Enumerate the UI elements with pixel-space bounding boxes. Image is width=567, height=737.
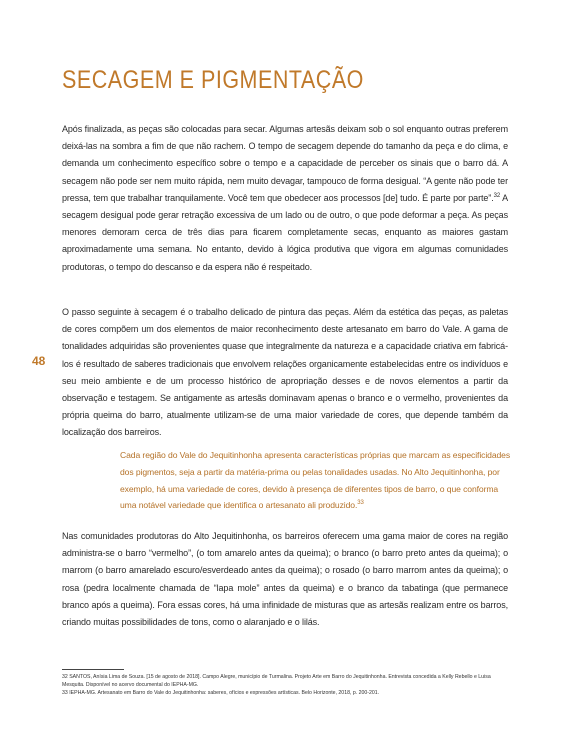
- block-quote: [120, 447, 512, 514]
- paragraph-drying-continuation: A secagem desigual pode gerar retração excessiva de um lado ou de outro, o que pode deformar a peça. As peças menores demoram cerca de três dias para ficarem completamente secas, enquanto as maiores gastam aproximadamente uma semana. No entanto, devido à lógica produtiva que vigora em algumas comunidades produtoras, o tempo do descanso e da espera não é respeitado.: [62, 192, 508, 272]
- page-title: SECAGEM E PIGMENTAÇÃO: [62, 66, 364, 94]
- page-number: 48: [32, 354, 46, 368]
- paragraph-drying: [62, 121, 508, 276]
- footnotes: [62, 673, 502, 697]
- paragraph-colors: Nas comunidades produtoras do Alto Jequitinhonha, os barreiros oferecem uma gama maior de cores na região administra-se o barro “vermelho”, (o tom amarelo antes da queima); o branco (o barro preto antes da queima); o marrom (o barro amarelado escuro/esverdeado antes da queima); o rosado (o barro marrom antes da queima); o rosa (pedra localmente chamada de “lapa mole” antes da queima) e o branco da tabatinga (que permanece branco após a queima). Fora essas cores, há uma infinidade de misturas que as artesãs realizam entre os barros, criando muitas possibilidades de tons, como o alaranjado e o lilás.: [62, 531, 508, 628]
- footnote-divider: [62, 669, 124, 670]
- paragraph-drying-text: Após finalizada, as peças são colocadas para secar. Algumas artesãs deixam sob o sol enquanto outras preferem deixá-las na sombra a fim de que não rachem. O tempo de secagem depende do tamanho da peça e do clima, e demanda um conhecimento específico sobre o tempo e a capacidade de perceber os sinais que o barro dá. A secagem não pode ser nem muito rápida, nem muito devagar, tampouco de forma desigual. “A gente não pode ter pressa, tem que trabalhar tranquilamente. Você tem que obedecer aos processos [de] tudo. É parte por parte”.: [62, 124, 508, 203]
- block-quote-text: Cada região do Vale do Jequitinhonha apresenta características próprias que marcam as especificidades dos pigmentos, seja a partir da matéria-prima ou pelas tonalidades usadas. No Alto Jequitinhonha, por exemplo, há uma variedade de cores, devido à presença de diferentes tipos de barro, o que conforma uma notável variedade que identifica o artesanato ali produzido.: [120, 450, 511, 511]
- footnote-33: 33 IEPHA-MG. Artesanato em Barro do Vale do Jequitinhonha: saberes, ofícios e expressões artísticas. Belo Horizonte, 2018, p. 200-201.: [62, 690, 380, 696]
- footnote-32: 32 SANTOS, Anísia Lima de Souza. [15 de agosto de 2018]. Campo Alegre, município de Turmalina. Projeto Arte em Barro do Jequitinhonha. Entrevista concedida a Kelly Rebello e Luisa Mesquita. Disponível no acervo documental do IEPHA-MG.: [62, 674, 491, 688]
- footnote-ref-33: 33: [357, 500, 364, 507]
- footnote-ref-32: 32: [493, 192, 501, 199]
- paragraph-pigmentation: O passo seguinte à secagem é o trabalho delicado de pintura das peças. Além da estética das peças, as paletas de cores compõem um dos elementos de maior reconhecimento deste artesanato em barro do Vale. A gama de tonalidades adquiridas são provenientes quase que integralmente da natureza e a capacidade criativa em fabricá-los é resultado de saberes tradicionais que envolvem relações organicamente estabelecidas entre os indivíduos e seu meio ambiente e de um processo histórico de apropriação desses e de novos elementos a partir da observação e testagem. Se antigamente as artesãs dominavam apenas o branco e o vermelho, provenientes da própria queima do barro, atualmente utilizam-se de uma maior variedade de cores, que depende também da localização dos barreiros.: [62, 307, 508, 438]
